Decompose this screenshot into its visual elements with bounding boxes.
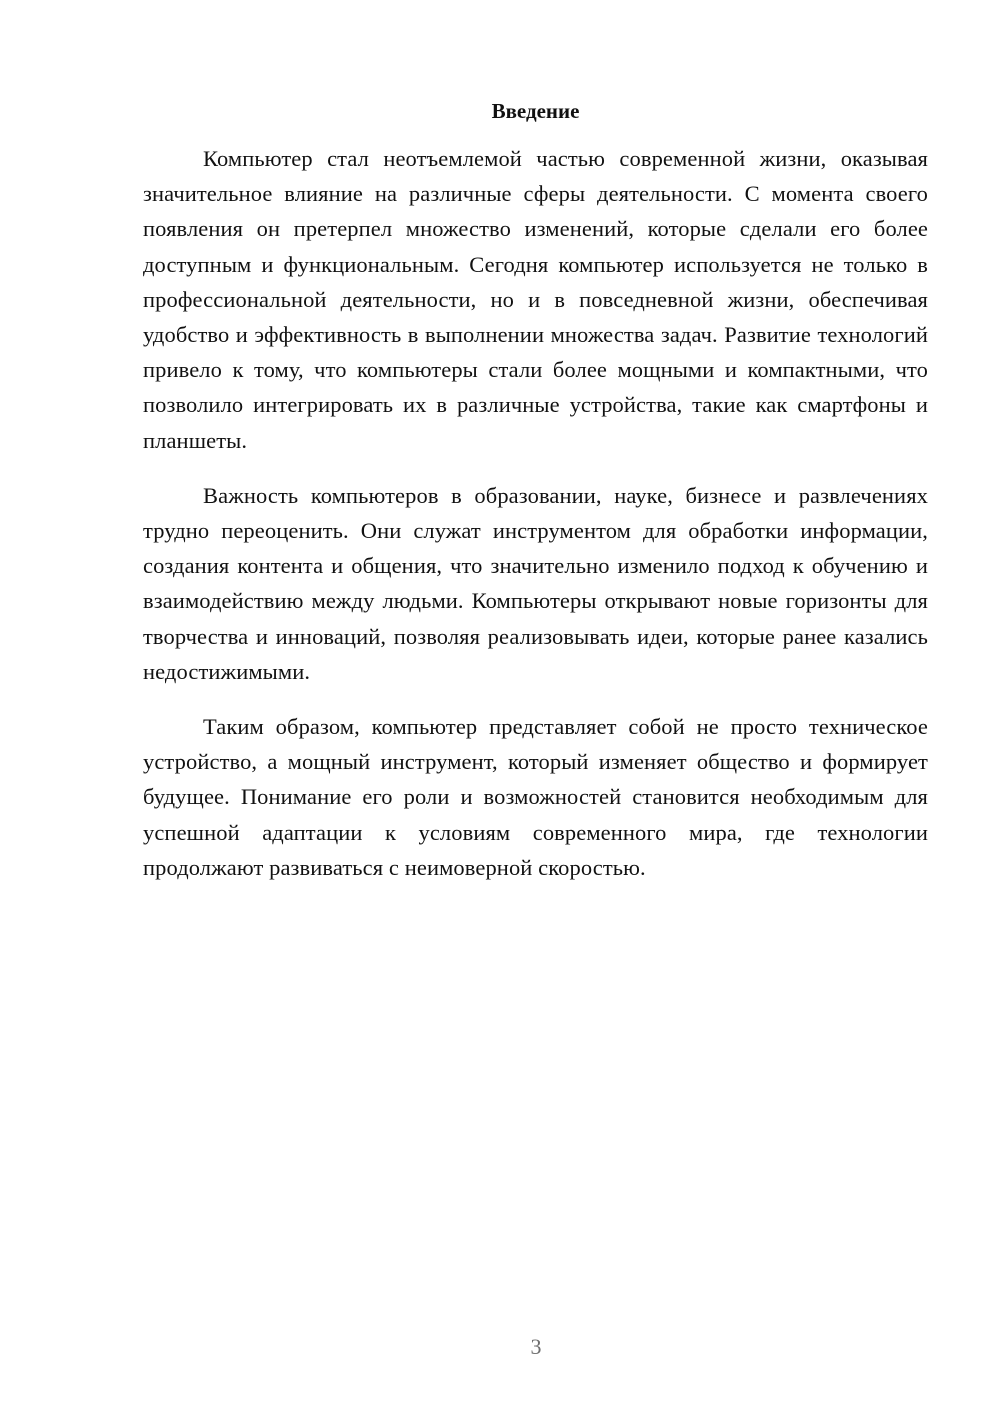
- body-text: [143, 141, 928, 905]
- page-number: 3: [530, 1334, 542, 1359]
- paragraph-3: Таким образом, компьютер представляет собой не просто техническое устройство, а мощный инструмент, который изменяет общество и формирует будущее. Понимание его роли и возможностей становится необходимым для успешной адаптации к условиям современного мира, где технологии продолжают развиваться с неимоверной скоростью.: [143, 714, 928, 880]
- paragraph-1: Компьютер стал неотъемлемой частью современной жизни, оказывая значительное влияние на различные сферы деятельности. С момента своего появления он претерпел множество изменений, которые сделали его более доступным и функциональным. Сегодня компьютер используется не только в профессиональной деятельности, но и в повседневной жизни, обеспечивая удобство и эффективность в выполнении множества задач. Развитие технологий привело к тому, что компьютеры стали более мощными и компактными, что позволило интегрировать их в различные устройства, такие как смартфоны и планшеты.: [143, 146, 928, 453]
- section-title: Введение: [491, 99, 580, 123]
- paragraph-2: Важность компьютеров в образовании, науке, бизнесе и развлечениях трудно переоценить. Они служат инструментом для обработки информации, создания контента и общения, что значительно изменило подход к обучению и взаимодействию между людьми. Компьютеры открывают новые горизонты для творчества и инноваций, позволяя реализовывать идеи, которые ранее казались недостижимыми.: [143, 482, 928, 684]
